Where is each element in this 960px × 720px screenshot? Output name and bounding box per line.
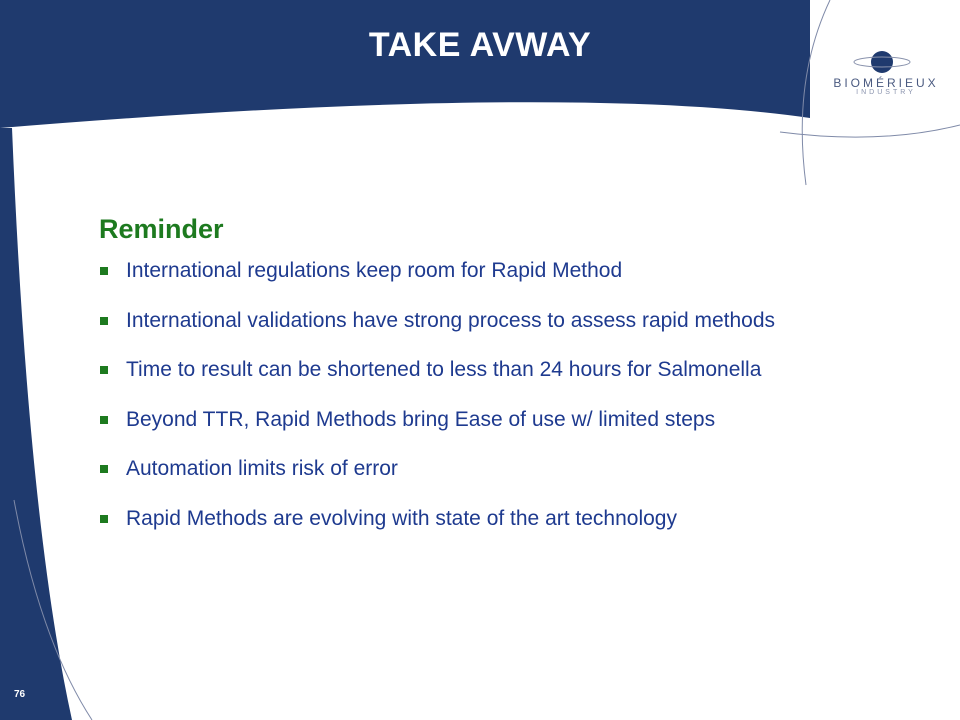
list-item — [100, 407, 775, 457]
left-band — [0, 128, 72, 720]
bullet-text: Time to result can be shortened to less than 24 hours for Salmonella — [126, 358, 762, 381]
list-item — [100, 456, 775, 506]
bullet-text: International regulations keep room for Rapid Method — [126, 259, 623, 282]
square-bullet-icon — [100, 366, 108, 374]
bullet-text: Rapid Methods are evolving with state of the art technology — [126, 506, 677, 530]
bullet-list — [100, 258, 775, 555]
slide-title: TAKE AVWAY — [368, 26, 592, 64]
logo-brand: BIOMÉRIEUX — [833, 76, 939, 90]
list-item — [100, 258, 775, 308]
list-item — [100, 308, 775, 358]
bullet-text: Beyond TTR, Rapid Methods bring Ease of use w/ limited steps — [126, 407, 716, 431]
page-number: 76 — [14, 689, 26, 700]
square-bullet-icon — [100, 416, 108, 424]
logo-division: INDUSTRY — [856, 89, 916, 96]
biomerieux-logo-icon — [812, 20, 952, 130]
list-item — [100, 357, 775, 407]
square-bullet-icon — [100, 267, 108, 275]
square-bullet-icon — [100, 465, 108, 473]
square-bullet-icon — [100, 317, 108, 325]
square-bullet-icon — [100, 515, 108, 523]
section-heading: Reminder — [99, 214, 224, 244]
list-item — [100, 506, 775, 556]
bullet-text: International validations have strong process to assess rapid methods — [126, 308, 776, 332]
bullet-text: Automation limits risk of error — [126, 457, 398, 480]
